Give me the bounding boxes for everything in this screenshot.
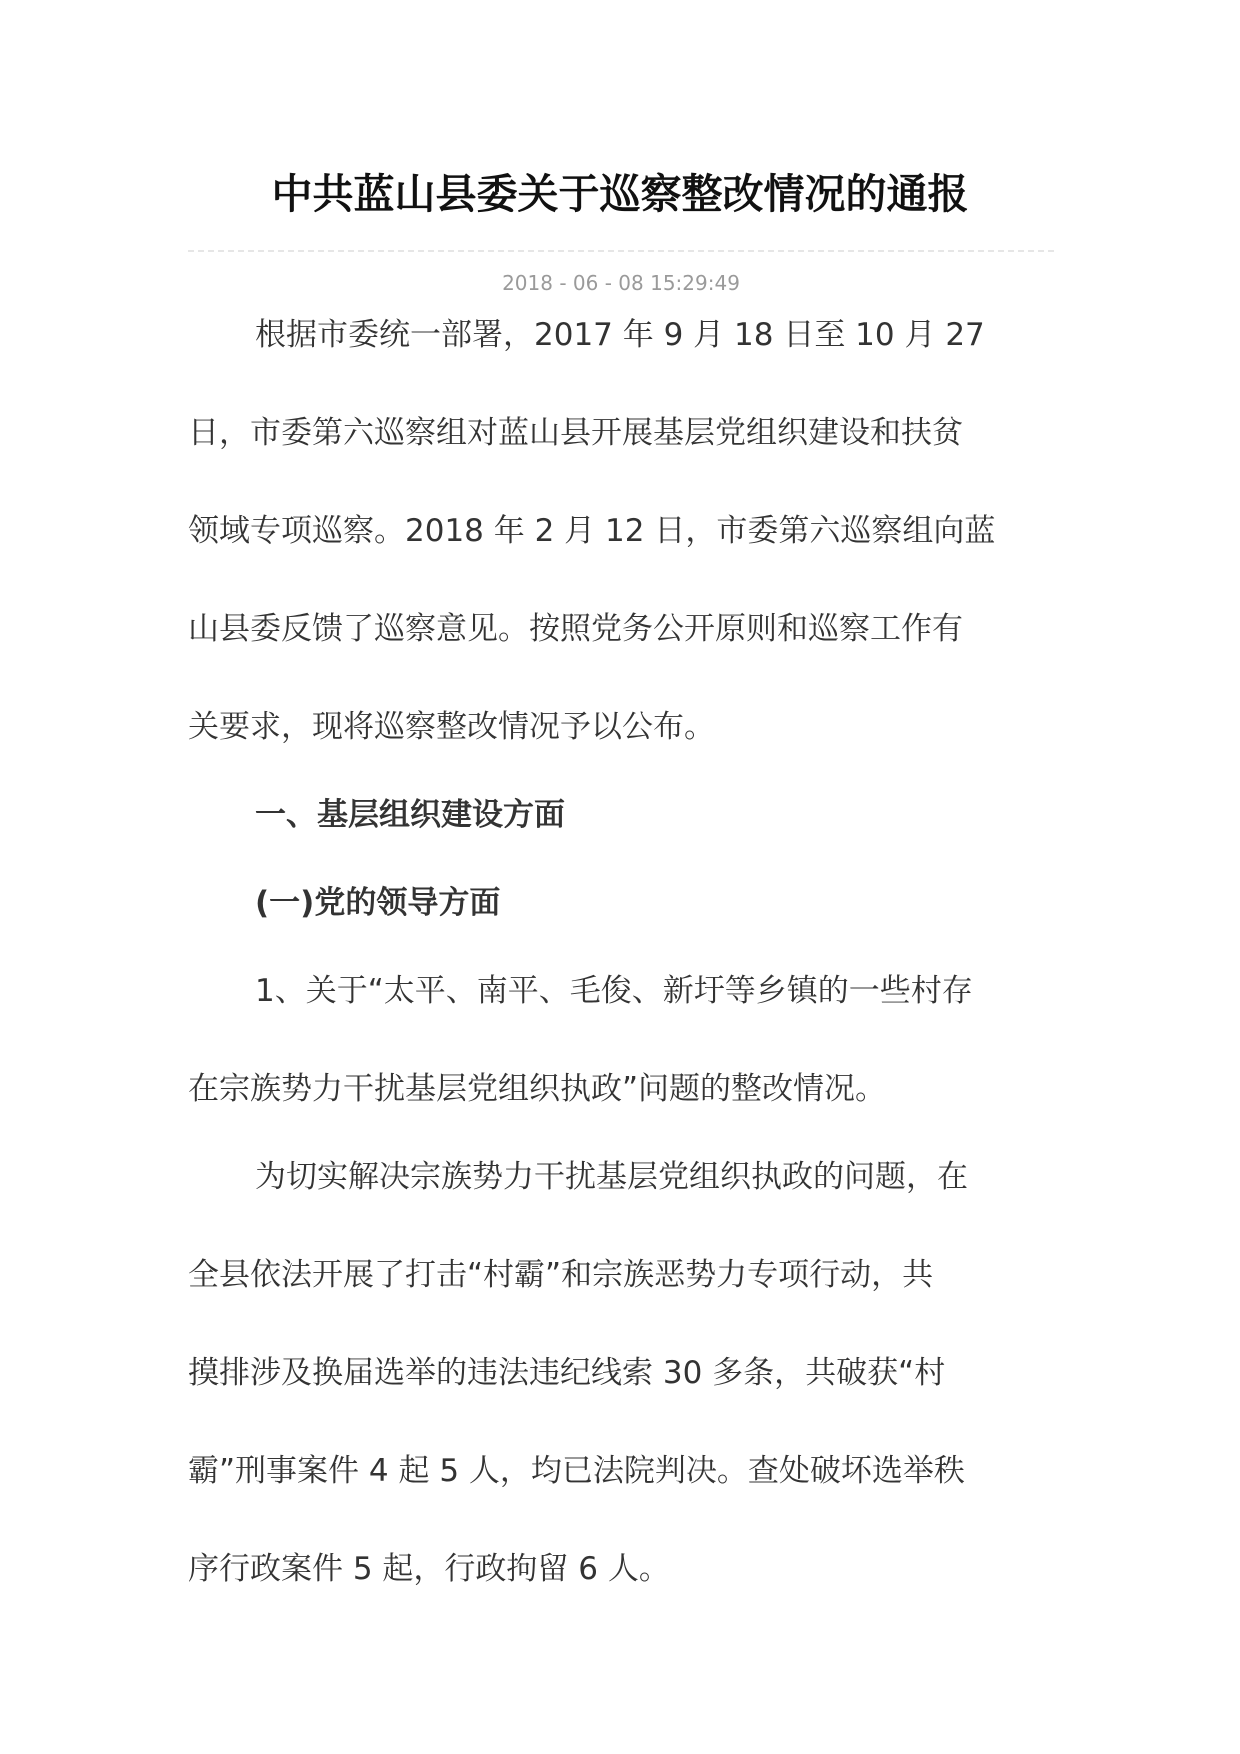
document-title: 中共蓝山县委关于巡察整改情况的通报 [271, 170, 969, 218]
paragraph-line: 日，市委第六巡察组对蓝山县开展基层党组织建设和扶贫 [188, 415, 963, 451]
publish-date: 2018 - 06 - 08 15:29:49 [502, 271, 740, 295]
paragraph-line: 在宗族势力干扰基层党组织执政”问题的整改情况。 [188, 1071, 887, 1107]
paragraph-line: 摸排涉及换届选举的违法违纪线索 30 多条，共破获“村 [188, 1355, 946, 1391]
item-1-response-paragraph [188, 1152, 1068, 1642]
paragraph-line: 1、关于“太平、南平、毛俊、新圩等乡镇的一些村存 [255, 973, 973, 1009]
section-heading: 一、基层组织建设方面 [255, 797, 565, 833]
paragraph-line: 山县委反馈了巡察意见。按照党务公开原则和巡察工作有 [188, 611, 963, 647]
subsection-heading: (一)党的领导方面 [255, 885, 501, 921]
paragraph-line: 序行政案件 5 起，行政拘留 6 人。 [188, 1551, 670, 1587]
paragraph-line: 为切实解决宗族势力干扰基层党组织执政的问题，在 [255, 1159, 968, 1195]
paragraph-line: 领域专项巡察。2018 年 2 月 12 日，市委第六巡察组向蓝 [188, 513, 996, 549]
item-1-paragraph [188, 966, 1068, 1152]
paragraph-line: 关要求，现将巡察整改情况予以公布。 [188, 709, 715, 745]
article-body [188, 310, 1068, 1642]
paragraph-line: 霸”刑事案件 4 起 5 人，均已法院判决。查处破坏选举秩 [188, 1453, 965, 1489]
paragraph-line: 根据市委统一部署，2017 年 9 月 18 日至 10 月 27 [255, 317, 985, 353]
paragraph-line: 全县依法开展了打击“村霸”和宗族恶势力专项行动，共 [188, 1257, 934, 1293]
intro-paragraph [188, 310, 1068, 790]
title-divider [188, 250, 1054, 252]
